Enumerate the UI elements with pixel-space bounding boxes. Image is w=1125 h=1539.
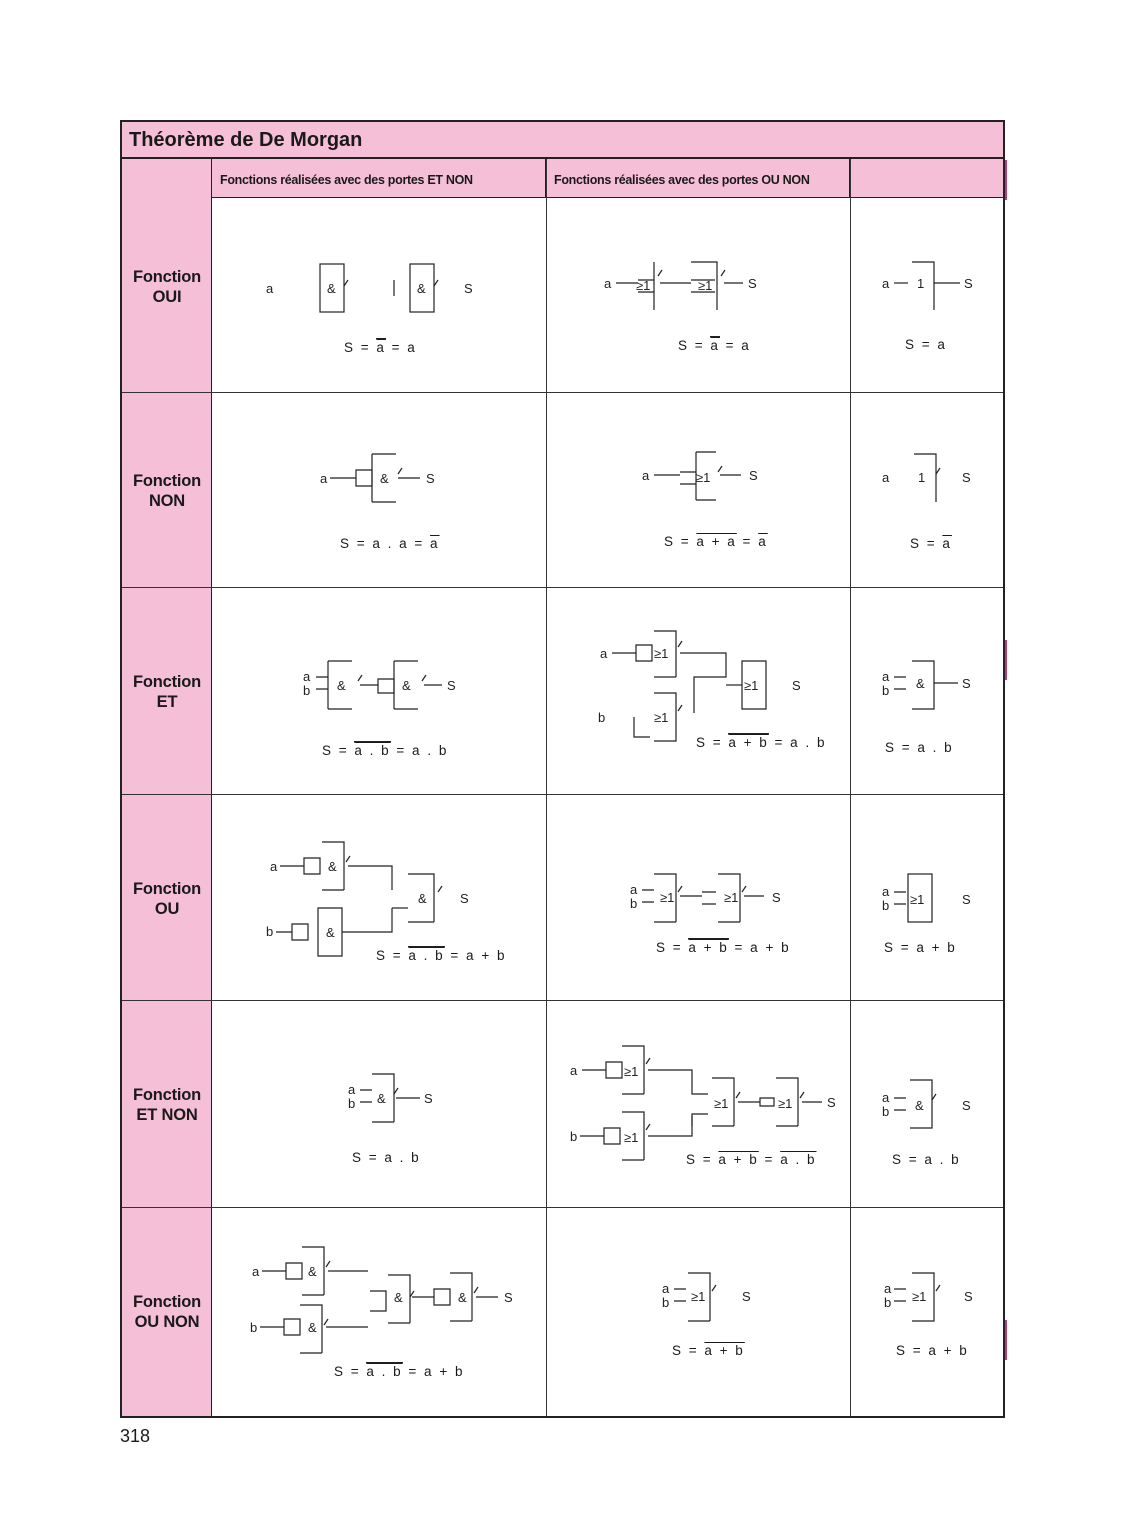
pink-edge-mark — [1005, 640, 1007, 680]
circuit-et-non-basic — [850, 1002, 1003, 1207]
circuit-ou-nand — [212, 796, 546, 1000]
input-a-label: a — [642, 468, 650, 483]
formula-bar: a . b — [408, 948, 445, 963]
output-s-label: S — [772, 890, 781, 905]
input-a-label: a — [266, 281, 274, 296]
formula-bar: a + b — [718, 1152, 759, 1167]
input-b-label: b — [882, 898, 890, 913]
pink-edge-mark — [1005, 160, 1007, 200]
formula-bar: $\overline{a}$ — [710, 338, 720, 353]
row-label-line1: Fonction — [132, 472, 202, 490]
formula-non-nor — [664, 534, 768, 549]
input-b-label: b — [882, 683, 890, 698]
formula-bar: a . b — [780, 1152, 817, 1167]
formula-bar: a . b — [354, 743, 391, 758]
output-s-label: S — [460, 891, 469, 906]
table-title: Théorème de De Morgan — [129, 129, 363, 151]
nor-gate-symbol: ≥1 — [698, 278, 713, 293]
output-s-label: S — [964, 1289, 973, 1304]
row-divider-2 — [122, 587, 1003, 588]
input-a-label: a — [882, 470, 890, 485]
row-divider-5 — [122, 1207, 1003, 1208]
formula-part: = — [758, 1152, 781, 1167]
cell-ou-non-nor — [546, 1209, 850, 1416]
formula-bar: $\overline{a}$ — [430, 536, 440, 551]
row-label-line2: ET — [156, 693, 178, 711]
row-label-line2: NON — [148, 492, 186, 510]
row-label-line1: Fonction — [132, 1293, 202, 1311]
input-b-label: b — [348, 1096, 356, 1111]
nand-gate-symbol: & — [418, 891, 427, 906]
formula-bar: a + b — [728, 735, 769, 750]
input-a-label: a — [570, 1063, 578, 1078]
row-label-line2: ET NON — [136, 1106, 198, 1124]
formula-part: = a — [719, 338, 751, 353]
nand-gate-symbol: & — [308, 1264, 317, 1279]
formula-oui-basic: S = a — [905, 337, 947, 352]
input-a-label: a — [882, 276, 890, 291]
formula-part: = a . b — [390, 743, 449, 758]
cell-et-nor — [546, 589, 850, 794]
cell-non-nor — [546, 394, 850, 587]
formula-ou-non-nor — [672, 1343, 745, 1358]
input-a-label: a — [882, 1090, 890, 1105]
nor-gate-symbol: ≥1 — [624, 1064, 639, 1079]
nand-gate-symbol: & — [328, 859, 337, 874]
formula-part: S = — [910, 536, 943, 551]
formula-oui-nor — [678, 338, 751, 353]
cell-oui-nand — [212, 198, 546, 392]
input-a-label: a — [320, 471, 328, 486]
input-b-label: b — [250, 1320, 258, 1335]
header-nand — [212, 159, 546, 198]
formula-et-nand — [322, 743, 448, 758]
row-label-column — [122, 159, 212, 1416]
formula-ou-nand — [376, 948, 506, 963]
output-s-label: S — [447, 678, 456, 693]
input-b-label: b — [303, 683, 311, 698]
circuit-et-non-nor — [546, 1002, 850, 1207]
input-b-label: b — [882, 1104, 890, 1119]
formula-bar: $\overline{a}$ — [758, 534, 768, 549]
formula-part: S = — [376, 948, 409, 963]
cell-ou-nand — [212, 796, 546, 1000]
output-s-label: S — [827, 1095, 836, 1110]
cell-et-non-nor — [546, 1002, 850, 1207]
header-basic — [850, 159, 1003, 198]
nor-gate-symbol: ≥1 — [696, 470, 711, 485]
nor-gate-symbol: ≥1 — [624, 1130, 639, 1145]
input-a-label: a — [882, 884, 890, 899]
circuit-ou-basic — [850, 796, 1003, 1000]
formula-et-non-basic: S = a . b — [892, 1152, 961, 1167]
formula-oui-nand — [344, 340, 417, 355]
input-a-label: a — [270, 859, 278, 874]
header-nor-label: Fonctions réalisées avec des portes OU NON — [554, 173, 810, 187]
cell-non-basic — [850, 394, 1003, 587]
nor-gate-symbol: ≥1 — [714, 1096, 729, 1111]
circuit-ou-nor — [546, 796, 850, 1000]
nor-gate-symbol: ≥1 — [654, 646, 669, 661]
input-a-label: a — [882, 669, 890, 684]
formula-part: S = — [696, 735, 729, 750]
output-s-label: S — [964, 276, 973, 291]
nor-gate-symbol: ≥1 — [636, 278, 651, 293]
output-s-label: S — [962, 1098, 971, 1113]
row-label-line1: Fonction — [132, 673, 202, 691]
formula-part: = a . b — [768, 735, 827, 750]
formula-part: S = — [344, 340, 377, 355]
formula-bar: $\overline{a}$ — [376, 340, 386, 355]
nand-gate-symbol: & — [417, 281, 426, 296]
de-morgan-table — [120, 120, 1005, 1418]
circuit-oui-nand — [212, 198, 546, 392]
formula-part: S = — [322, 743, 355, 758]
row-label-et — [122, 672, 212, 712]
cell-ou-non-basic — [850, 1209, 1003, 1416]
row-label-line1: Fonction — [132, 1086, 202, 1104]
output-s-label: S — [962, 892, 971, 907]
nor-gate-symbol: ≥1 — [660, 890, 675, 905]
formula-ou-non-basic: S = a + b — [896, 1343, 969, 1358]
buffer-gate-symbol: 1 — [917, 276, 925, 291]
formula-part: S = — [664, 534, 697, 549]
cell-et-basic — [850, 589, 1003, 794]
formula-part: S = — [678, 338, 711, 353]
header-nand-label: Fonctions réalisées avec des portes ET NON — [220, 173, 473, 187]
circuit-oui-nor — [546, 198, 850, 392]
circuit-non-nor — [546, 394, 850, 587]
cell-et-nand — [212, 589, 546, 794]
cell-oui-nor — [546, 198, 850, 392]
row-divider-1 — [122, 392, 1003, 393]
circuit-et-nand — [212, 589, 546, 794]
nor-gate-symbol: ≥1 — [912, 1289, 927, 1304]
output-s-label: S — [424, 1091, 433, 1106]
row-label-oui — [122, 267, 212, 307]
input-a-label: a — [303, 669, 311, 684]
input-b-label: b — [570, 1129, 578, 1144]
circuit-ou-non-nand — [212, 1209, 546, 1416]
pink-edge-mark — [1005, 1320, 1007, 1360]
page-number: 318 — [120, 1426, 151, 1446]
cell-non-nand — [212, 394, 546, 587]
input-b-label: b — [662, 1295, 670, 1310]
formula-part: S = — [672, 1343, 705, 1358]
nand-gate-symbol: & — [326, 925, 335, 940]
cell-ou-nor — [546, 796, 850, 1000]
formula-non-basic — [910, 536, 952, 551]
output-s-label: S — [962, 470, 971, 485]
row-label-line2: OU — [154, 900, 180, 918]
output-s-label: S — [749, 468, 758, 483]
row-label-line2: OUI — [152, 288, 182, 306]
input-b-label: b — [598, 710, 606, 725]
table-title-bar — [122, 122, 1003, 159]
row-label-ou — [122, 879, 212, 919]
cell-et-non-nand — [212, 1002, 546, 1207]
circuit-et-nor — [546, 589, 850, 794]
circuit-ou-non-nor — [546, 1209, 850, 1416]
output-s-label: S — [426, 471, 435, 486]
circuit-oui-basic — [850, 198, 1003, 392]
nand-gate-symbol: & — [394, 1290, 403, 1305]
formula-part: S = — [686, 1152, 719, 1167]
nand-gate-symbol: & — [327, 281, 336, 296]
cell-ou-basic — [850, 796, 1003, 1000]
input-a-label: a — [348, 1082, 356, 1097]
nand-gate-symbol: & — [458, 1290, 467, 1305]
output-s-label: S — [504, 1290, 513, 1305]
nand-gate-symbol: & — [402, 678, 411, 693]
formula-part: S = — [334, 1364, 367, 1379]
formula-part: = a + b — [728, 940, 791, 955]
formula-part: S = — [656, 940, 689, 955]
nand-gate-symbol: & — [915, 1098, 924, 1113]
not-gate-symbol: 1 — [918, 470, 926, 485]
formula-part: = a — [385, 340, 417, 355]
circuit-ou-non-basic — [850, 1209, 1003, 1416]
formula-bar: $\overline{a}$ — [942, 536, 952, 551]
output-s-label: S — [742, 1289, 751, 1304]
nand-gate-symbol: & — [377, 1091, 386, 1106]
formula-et-non-nor — [686, 1152, 816, 1167]
formula-et-basic: S = a . b — [885, 740, 954, 755]
formula-ou-nor — [656, 940, 791, 955]
nor-gate-symbol: ≥1 — [778, 1096, 793, 1111]
formula-ou-basic: S = a + b — [884, 940, 957, 955]
formula-part: = a + b — [402, 1364, 465, 1379]
formula-part: = a + b — [444, 948, 507, 963]
input-a-label: a — [662, 1281, 670, 1296]
input-b-label: b — [266, 924, 274, 939]
cell-ou-non-nand — [212, 1209, 546, 1416]
formula-part: S = a . a = — [340, 536, 431, 551]
circuit-et-basic — [850, 589, 1003, 794]
circuit-non-basic — [850, 394, 1003, 587]
input-b-label: b — [630, 896, 638, 911]
row-divider-4 — [122, 1000, 1003, 1001]
input-a-label: a — [600, 646, 608, 661]
row-label-line2: OU NON — [134, 1313, 200, 1331]
and-gate-symbol: & — [916, 676, 925, 691]
input-a-label: a — [252, 1264, 260, 1279]
output-s-label: S — [464, 281, 473, 296]
input-a-label: a — [630, 882, 638, 897]
nor-gate-symbol: ≥1 — [744, 678, 759, 693]
row-label-line1: Fonction — [132, 268, 202, 286]
nand-gate-symbol: & — [380, 471, 389, 486]
circuit-et-non-nand — [212, 1002, 546, 1207]
nor-gate-symbol: ≥1 — [654, 710, 669, 725]
formula-non-nand — [340, 536, 440, 551]
output-s-label: S — [962, 676, 971, 691]
nor-gate-symbol: ≥1 — [691, 1289, 706, 1304]
formula-bar: a + a — [696, 534, 737, 549]
row-label-et-non — [122, 1085, 212, 1125]
input-b-label: b — [884, 1295, 892, 1310]
nand-gate-symbol: & — [308, 1320, 317, 1335]
formula-part: = — [736, 534, 759, 549]
row-divider-3 — [122, 794, 1003, 795]
cell-et-non-basic — [850, 1002, 1003, 1207]
row-label-ou-non — [122, 1292, 212, 1332]
formula-et-non-nand: S = a . b — [352, 1150, 421, 1165]
circuit-non-nand — [212, 394, 546, 587]
nand-gate-symbol: & — [337, 678, 346, 693]
header-nor — [546, 159, 850, 198]
formula-bar: a + b — [704, 1343, 745, 1358]
row-label-line1: Fonction — [132, 880, 202, 898]
formula-et-nor — [696, 735, 826, 750]
input-a-label: a — [884, 1281, 892, 1296]
formula-bar: a + b — [688, 940, 729, 955]
output-s-label: S — [748, 276, 757, 291]
nor-gate-symbol: ≥1 — [724, 890, 739, 905]
input-a-label: a — [604, 276, 612, 291]
row-label-non — [122, 471, 212, 511]
formula-ou-non-nand — [334, 1364, 464, 1379]
formula-bar: a . b — [366, 1364, 403, 1379]
or-gate-symbol: ≥1 — [910, 892, 925, 907]
cell-oui-basic — [850, 198, 1003, 392]
output-s-label: S — [792, 678, 801, 693]
